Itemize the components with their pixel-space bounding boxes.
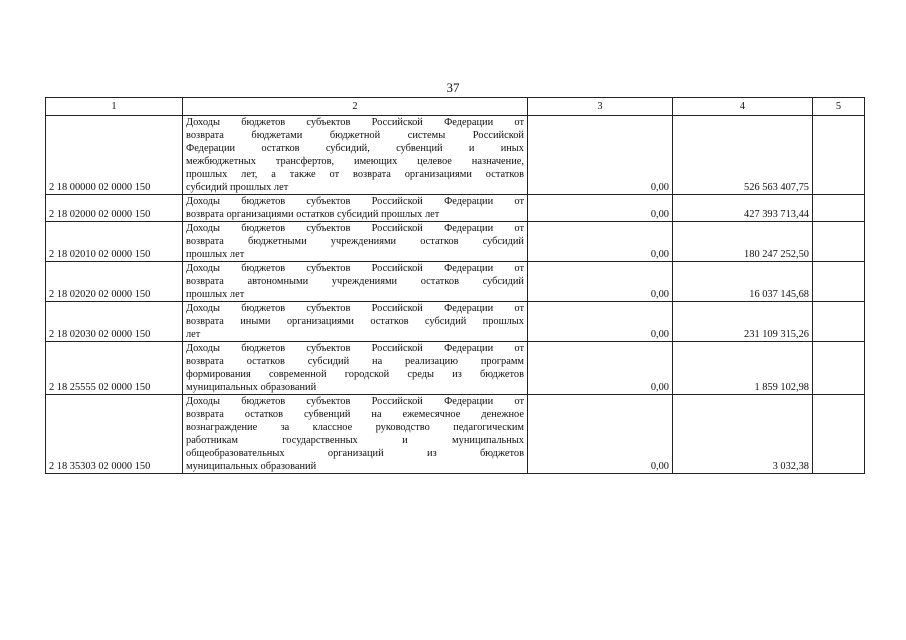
- col3-value: 0,00: [528, 222, 673, 262]
- table-row: [46, 342, 865, 395]
- description-line: возврата остатков субвенций на ежемесячное денежное: [186, 409, 524, 420]
- budget-code: 2 18 02010 02 0000 150: [46, 222, 183, 262]
- budget-code: 2 18 35303 02 0000 150: [46, 395, 183, 474]
- description-line: прошлых лет, а также от возврата организациями остатков: [186, 169, 524, 180]
- budget-code: 2 18 25555 02 0000 150: [46, 342, 183, 395]
- header-col-4: 4: [673, 98, 813, 116]
- income-description: [183, 195, 528, 222]
- header-col-1: 1: [46, 98, 183, 116]
- table-row: [46, 395, 865, 474]
- col3-value: 0,00: [528, 262, 673, 302]
- col5-value: [813, 116, 865, 195]
- col3-value: 0,00: [528, 395, 673, 474]
- description-line: Доходы бюджетов субъектов Российской Федерации от: [186, 343, 524, 354]
- budget-table: [45, 97, 865, 474]
- description-line: вознаграждение за классное руководство педагогическим: [186, 422, 524, 433]
- table-row: [46, 116, 865, 195]
- col4-value: 180 247 252,50: [673, 222, 813, 262]
- description-line: субсидий прошлых лет: [186, 182, 289, 193]
- table-row: [46, 262, 865, 302]
- description-line: Доходы бюджетов субъектов Российской Федерации от: [186, 223, 524, 234]
- description-line: возврата иными организациями остатков субсидий прошлых: [186, 316, 524, 327]
- col5-value: [813, 222, 865, 262]
- description-line: Доходы бюджетов субъектов Российской Федерации от: [186, 303, 524, 314]
- description-line: Доходы бюджетов субъектов Российской Федерации от: [186, 396, 524, 407]
- description-line: возврата автономными учреждениями остатков субсидий: [186, 276, 524, 287]
- col4-value: 427 393 713,44: [673, 195, 813, 222]
- income-description: [183, 222, 528, 262]
- description-line: возврата бюджетными учреждениями остатков субсидий: [186, 236, 524, 247]
- budget-code: 2 18 02000 02 0000 150: [46, 195, 183, 222]
- table-header: [46, 98, 865, 116]
- col3-value: 0,00: [528, 302, 673, 342]
- description-line: прошлых лет: [186, 289, 245, 300]
- income-description: [183, 116, 528, 195]
- header-col-5: 5: [813, 98, 865, 116]
- income-description: [183, 395, 528, 474]
- page-number: 37: [446, 80, 460, 95]
- description-line: лет: [186, 329, 201, 340]
- description-line: муниципальных образований: [186, 382, 317, 393]
- col4-value: 231 109 315,26: [673, 302, 813, 342]
- budget-code: 2 18 00000 02 0000 150: [46, 116, 183, 195]
- table-body: [46, 116, 865, 474]
- description-line: межбюджетных трансфертов, имеющих целевое назначение,: [186, 156, 524, 167]
- description-line: общеобразовательных организаций из бюджетов: [186, 448, 524, 459]
- col4-value: 16 037 145,68: [673, 262, 813, 302]
- table-row: [46, 222, 865, 262]
- description-line: формирования современной городской среды из бюджетов: [186, 369, 524, 380]
- header-col-3: 3: [528, 98, 673, 116]
- col5-value: [813, 262, 865, 302]
- col5-value: [813, 342, 865, 395]
- budget-code: 2 18 02020 02 0000 150: [46, 262, 183, 302]
- description-line: Федерации остатков субсидий, субвенций и иных: [186, 143, 524, 154]
- budget-code: 2 18 02030 02 0000 150: [46, 302, 183, 342]
- income-description: [183, 262, 528, 302]
- description-line: Доходы бюджетов субъектов Российской Федерации от: [186, 263, 524, 274]
- col3-value: 0,00: [528, 342, 673, 395]
- description-line: работникам государственных и муниципальных: [186, 435, 524, 446]
- table-row: [46, 195, 865, 222]
- description-line: возврата бюджетами бюджетной системы Российской: [186, 130, 524, 141]
- col5-value: [813, 395, 865, 474]
- col5-value: [813, 195, 865, 222]
- income-description: [183, 302, 528, 342]
- description-line: возврата остатков субсидий на реализацию программ: [186, 356, 524, 367]
- header-row: [46, 98, 865, 116]
- description-line: муниципальных образований: [186, 461, 317, 472]
- col3-value: 0,00: [528, 116, 673, 195]
- description-line: возврата организациями остатков субсидий прошлых лет: [186, 209, 440, 220]
- col3-value: 0,00: [528, 195, 673, 222]
- header-col-2: 2: [183, 98, 528, 116]
- description-line: Доходы бюджетов субъектов Российской Федерации от: [186, 117, 524, 128]
- col4-value: 1 859 102,98: [673, 342, 813, 395]
- income-description: [183, 342, 528, 395]
- col5-value: [813, 302, 865, 342]
- table-row: [46, 302, 865, 342]
- col4-value: 3 032,38: [673, 395, 813, 474]
- description-line: Доходы бюджетов субъектов Российской Федерации от: [186, 196, 524, 207]
- col4-value: 526 563 407,75: [673, 116, 813, 195]
- description-line: прошлых лет: [186, 249, 245, 260]
